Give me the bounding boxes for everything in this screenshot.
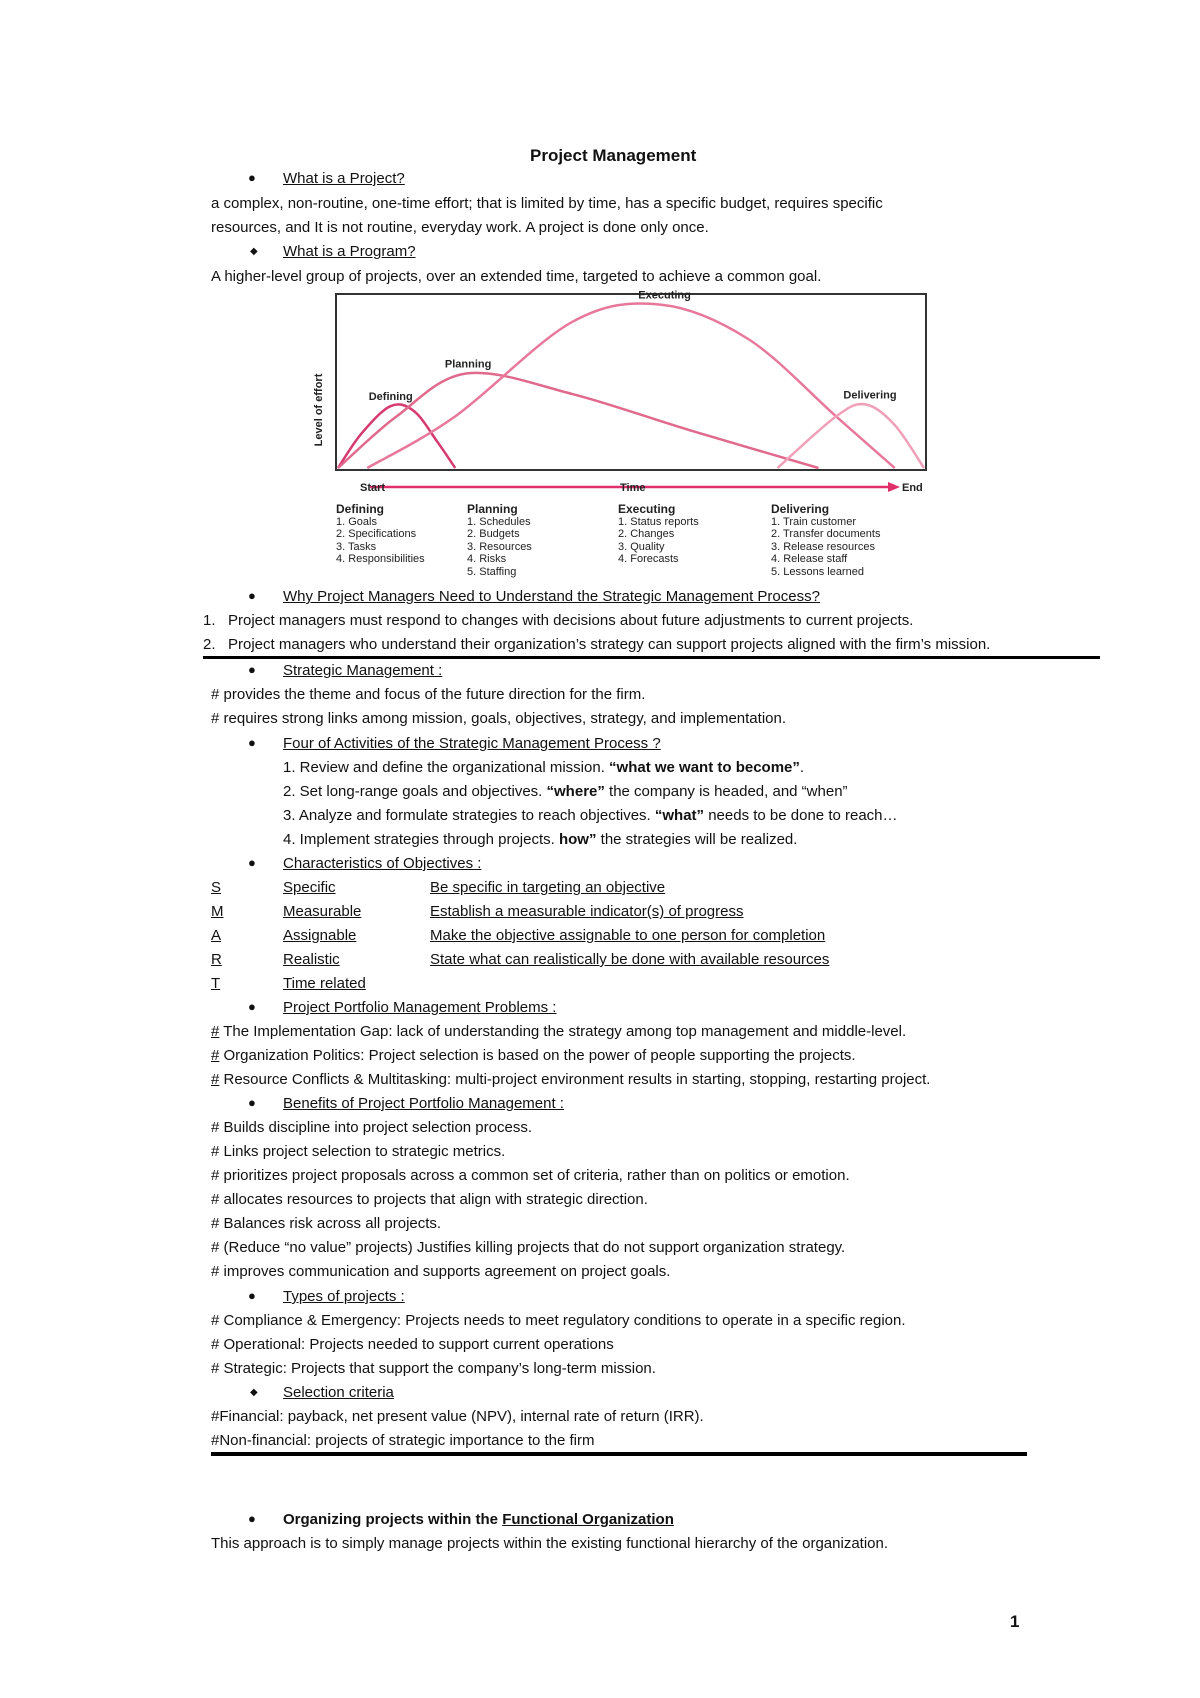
bullet-dot: ● xyxy=(248,1288,256,1303)
phase-list-item: 2. Budgets xyxy=(467,528,520,540)
project-life-cycle-chart xyxy=(300,290,940,590)
type-2: # Operational: Projects needed to support current operations xyxy=(211,1336,614,1353)
phase-list-defining xyxy=(336,503,425,566)
bullet-dot: ● xyxy=(248,1511,256,1526)
chart-frame xyxy=(336,294,926,470)
time-arrowhead xyxy=(888,482,900,492)
phase-list-heading: Delivering xyxy=(771,502,830,516)
phase-list-executing xyxy=(618,503,699,566)
organizing-projects-text: This approach is to simply manage projects within the existing functional hierarchy of the organization. xyxy=(211,1535,889,1552)
smart-letter: A xyxy=(211,927,222,944)
phase-list-item: 2. Transfer documents xyxy=(771,528,881,540)
selection-criteria-heading: Selection criteria xyxy=(283,1384,394,1401)
selection-non-financial: #Non-financial: projects of strategic importance to the firm xyxy=(211,1432,595,1449)
separator-line xyxy=(203,656,1100,659)
smart-letter: M xyxy=(211,903,224,920)
phase-list-item: 5. Staffing xyxy=(467,565,517,578)
bullet-dot: ● xyxy=(248,588,256,603)
smart-word: Specific xyxy=(283,879,336,896)
question-program: What is a Program? xyxy=(283,243,416,260)
series-label-delivering: Delivering xyxy=(843,389,897,402)
why-item-1: Project managers must respond to changes with decisions about future adjustments to current projects. xyxy=(228,612,914,629)
series-label-defining: Defining xyxy=(368,391,413,404)
phase-list-delivering xyxy=(771,503,880,578)
x-axis-label: Time xyxy=(620,482,646,494)
phase-list-item: 1. Schedules xyxy=(467,515,531,528)
program-definition: A higher-level group of projects, over an extended time, targeted to achieve a common goal. xyxy=(211,268,822,285)
x-end-label: End xyxy=(902,482,923,494)
y-axis-label: Level of effort xyxy=(313,373,325,447)
type-1: # Compliance & Emergency: Projects needs to meet regulatory conditions to operate in a specific region. xyxy=(211,1312,906,1329)
separator-line xyxy=(211,1452,1027,1456)
organizing-projects-heading: Organizing projects within the Functional Organization xyxy=(283,1511,674,1528)
phase-list-item: 2. Changes xyxy=(618,528,675,540)
phase-list-item: 4. Risks xyxy=(467,553,507,565)
series-line-delivering xyxy=(778,404,925,468)
phase-list-heading: Executing xyxy=(618,502,676,516)
phase-list-item: 4. Responsibilities xyxy=(336,553,425,565)
phase-list-item: 5. Lessons learned xyxy=(771,565,864,578)
smart-letter: R xyxy=(211,951,222,968)
bullet-dot: ● xyxy=(248,662,256,677)
page-number: 1 xyxy=(1010,1612,1020,1631)
bullet-dot: ● xyxy=(248,735,256,750)
smart-word: Time related xyxy=(283,975,366,992)
why-number-1: 1. xyxy=(203,612,216,629)
benefit-5: # Balances risk across all projects. xyxy=(211,1215,442,1232)
series-label-group xyxy=(369,290,897,403)
benefit-1: # Builds discipline into project selection process. xyxy=(211,1119,532,1136)
phase-list-item: 3. Release resources xyxy=(771,540,875,553)
smart-letter: S xyxy=(211,879,222,896)
characteristics-heading: Characteristics of Objectives : xyxy=(283,855,482,872)
strategic-management-line-2: # requires strong links among mission, goals, objectives, strategy, and implementation. xyxy=(211,710,787,727)
series-group xyxy=(338,303,924,468)
phase-list-item: 3. Quality xyxy=(618,540,665,553)
benefits-heading: Benefits of Project Portfolio Management : xyxy=(283,1095,564,1112)
benefit-7: # improves communication and supports agreement on project goals. xyxy=(211,1263,671,1280)
smart-word: Assignable xyxy=(283,927,357,944)
series-label-planning: Planning xyxy=(444,358,492,371)
question-why: Why Project Managers Need to Understand the Strategic Management Process? xyxy=(283,588,820,605)
smart-description: Establish a measurable indicator(s) of progress xyxy=(430,903,744,920)
series-line-executing xyxy=(367,303,897,468)
strategic-management-line-1: # provides the theme and focus of the future direction for the firm. xyxy=(211,686,646,703)
portfolio-problem-3: # Resource Conflicts & Multitasking: multi-project environment results in starting, stopping, restarting project. xyxy=(211,1071,931,1088)
series-line-planning xyxy=(338,373,819,468)
benefit-6: # (Reduce “no value” projects) Justifies killing projects that do not support organization strategy. xyxy=(211,1239,846,1256)
portfolio-problems-heading: Project Portfolio Management Problems : xyxy=(283,999,557,1016)
project-definition-line-2: resources, and It is not routine, everyday work. A project is done only once. xyxy=(211,219,709,236)
portfolio-problem-1: # The Implementation Gap: lack of understanding the strategy among top management and middle-level. xyxy=(211,1023,907,1040)
smart-letter: T xyxy=(211,975,221,992)
activity-2: 2. Set long-range goals and objectives. “where” the company is headed, and “when” xyxy=(283,783,848,800)
series-line-defining xyxy=(338,404,455,468)
smart-word: Measurable xyxy=(283,903,362,920)
benefit-2: # Links project selection to strategic metrics. xyxy=(211,1143,506,1160)
activity-1: 1. Review and define the organizational mission. “what we want to become”. xyxy=(283,759,805,776)
question-project: What is a Project? xyxy=(283,170,405,187)
portfolio-problem-2: # Organization Politics: Project selection is based on the power of people supporting the projects. xyxy=(211,1047,856,1064)
project-definition-line-1: a complex, non-routine, one-time effort; that is limited by time, has a specific budget, requires specific xyxy=(211,195,883,212)
phase-list-item: 1. Status reports xyxy=(618,515,699,528)
phase-list-heading: Planning xyxy=(467,502,518,516)
strategic-management-heading: Strategic Management : xyxy=(283,662,443,679)
selection-financial: #Financial: payback, net present value (NPV), internal rate of return (IRR). xyxy=(211,1408,704,1425)
bullet-dot: ● xyxy=(248,999,256,1014)
phase-list-item: 3. Resources xyxy=(467,540,532,553)
page-title: Project Management xyxy=(530,146,697,165)
phase-list-item: 1. Goals xyxy=(336,515,377,528)
smart-word: Realistic xyxy=(283,951,340,968)
why-number-2: 2. xyxy=(203,636,216,653)
phase-list-planning xyxy=(467,503,532,578)
smart-description: Be specific in targeting an objective xyxy=(430,879,666,896)
series-label-executing: Executing xyxy=(638,290,691,302)
phase-list-item: 1. Train customer xyxy=(771,515,856,528)
phase-list-item: 4. Forecasts xyxy=(618,553,679,565)
bullet-dot: ● xyxy=(248,1095,256,1110)
smart-description: State what can realistically be done with available resources xyxy=(430,951,830,968)
activity-4: 4. Implement strategies through projects. how” the strategies will be realized. xyxy=(283,831,798,848)
bullet-small: ◆ xyxy=(250,246,258,257)
benefit-3: # prioritizes project proposals across a common set of criteria, rather than on politics or emotion. xyxy=(211,1167,850,1184)
x-start-label: Start xyxy=(360,482,386,494)
benefit-4: # allocates resources to projects that align with strategic direction. xyxy=(211,1191,648,1208)
type-3: # Strategic: Projects that support the company’s long-term mission. xyxy=(211,1360,656,1377)
bullet-dot: ● xyxy=(248,855,256,870)
four-activities-heading: Four of Activities of the Strategic Management Process ? xyxy=(283,735,661,752)
smart-description: Make the objective assignable to one person for completion xyxy=(430,927,826,944)
activity-3: 3. Analyze and formulate strategies to reach objectives. “what” needs to be done to reach… xyxy=(283,807,898,824)
phase-list-item: 3. Tasks xyxy=(336,540,377,553)
phase-list-heading: Defining xyxy=(336,502,384,516)
bullet-dot: ● xyxy=(248,170,256,185)
why-item-2: Project managers who understand their organization’s strategy can support projects aligned with the firm’s mission. xyxy=(228,636,991,653)
phase-list-item: 2. Specifications xyxy=(336,528,417,540)
phase-list-item: 4. Release staff xyxy=(771,553,848,565)
types-heading: Types of projects : xyxy=(283,1288,405,1305)
bullet-small: ◆ xyxy=(250,1387,258,1398)
